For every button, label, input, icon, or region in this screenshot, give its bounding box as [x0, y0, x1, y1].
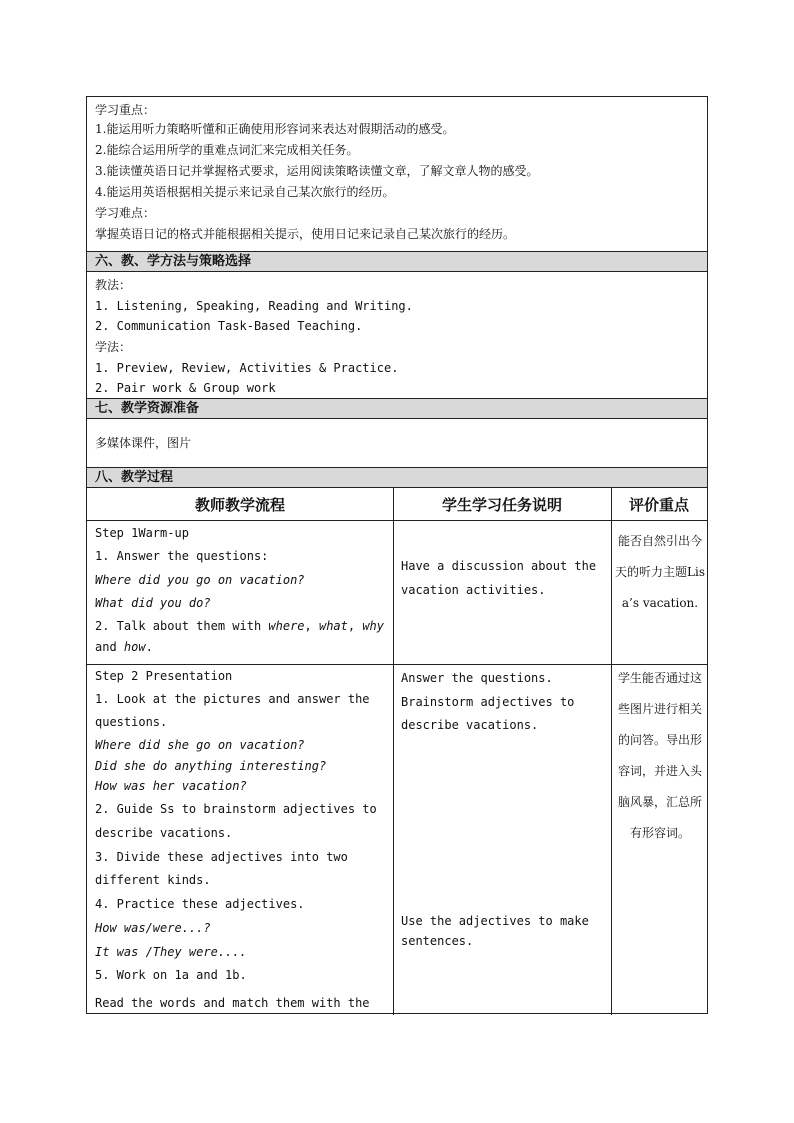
step2-line: 4. Practice these adjectives.	[95, 897, 305, 911]
step1-student-task: Have a discussion about the	[401, 559, 597, 573]
step2-line: 2. Guide Ss to brainstorm adjectives to	[95, 802, 377, 816]
step2-question: Where did she go on vacation?	[95, 738, 305, 752]
section7-header: 七、教学资源准备	[87, 398, 707, 419]
learn-method-item: 2. Pair work & Group work	[95, 381, 276, 395]
focus-item: 1.能运用听力策略听懂和正确使用形容词来表达对假期活动的感受。	[95, 122, 455, 136]
column-divider	[611, 488, 612, 1015]
step2-student-task: sentences.	[401, 934, 474, 948]
lesson-plan-table	[86, 96, 708, 1014]
focus-label: 学习重点：	[95, 103, 156, 117]
step2-question: How was her vacation?	[95, 779, 247, 793]
step1-line-text: .	[145, 640, 153, 654]
teach-method-label: 教法：	[95, 278, 132, 292]
step2-question: Did she do anything interesting?	[95, 759, 327, 773]
step1-title: Step 1Warm-up	[95, 526, 189, 540]
step2-line: different kinds.	[95, 873, 211, 887]
row-divider	[87, 520, 707, 521]
focus-item: 2.能综合运用所学的重难点词汇来完成相关任务。	[95, 143, 359, 157]
step1-question: Where did you go on vacation?	[95, 573, 305, 587]
step1-evaluation: 能否自然引出今天的听力主题Lisa’s vacation.	[615, 534, 705, 610]
section6-header: 六、教、学方法与策略选择	[87, 251, 707, 272]
step2-evaluation: 学生能否通过这些图片进行相关的问答。导出形容词，并进入头脑风暴，汇总所有形容词。	[617, 671, 702, 840]
step1-line	[95, 619, 384, 633]
teach-method-item: 2. Communication Task-Based Teaching.	[95, 319, 363, 333]
step2-line: describe vacations.	[95, 826, 233, 840]
focus-item: 4.能运用英语根据相关提示来记录自己某次旅行的经历。	[95, 185, 395, 199]
step2-question: How was/were...?	[95, 921, 211, 935]
step1-line-text: 2. Talk about them with	[95, 619, 269, 633]
difficulty-label: 学习难点：	[95, 206, 156, 220]
separator: ,	[304, 619, 319, 633]
focus-item: 3.能读懂英语日记并掌握格式要求，运用阅读策略读懂文章，了解文章人物的感受。	[95, 164, 539, 178]
column-header-evaluation: 评价重点	[628, 496, 689, 514]
keyword: why	[362, 619, 385, 633]
learn-method-label: 学法：	[95, 340, 132, 354]
keyword: what	[318, 619, 348, 633]
step2-student-task: Answer the questions.	[401, 671, 553, 685]
separator: ,	[347, 619, 363, 633]
step2-question: It was /They were....	[95, 945, 247, 959]
step1-line: 1. Answer the questions:	[95, 549, 269, 563]
section8-header: 八、教学过程	[87, 467, 707, 488]
row-divider	[87, 664, 707, 665]
learn-method-item: 1. Preview, Review, Activities & Practice.	[95, 361, 399, 375]
step2-student-task: describe vacations.	[401, 718, 539, 732]
step1-line-text: and	[95, 640, 124, 654]
step2-title: Step 2 Presentation	[95, 669, 233, 683]
step2-line: Read the words and match them with the	[95, 996, 370, 1010]
column-header-teacher: 教师教学流程	[194, 496, 285, 514]
column-header-student: 学生学习任务说明	[441, 496, 562, 514]
step2-student-task: Brainstorm adjectives to	[401, 695, 575, 709]
teach-method-item: 1. Listening, Speaking, Reading and Writing.	[95, 299, 413, 313]
step1-line	[95, 640, 153, 654]
step1-student-task: vacation activities.	[401, 583, 546, 597]
step2-student-task: Use the adjectives to make	[401, 914, 589, 928]
keyword: where	[268, 619, 305, 633]
step2-line: 3. Divide these adjectives into two	[95, 850, 348, 864]
keyword: how	[123, 640, 146, 654]
step2-line: 1. Look at the pictures and answer the	[95, 692, 370, 706]
step1-question: What did you do?	[95, 596, 211, 610]
resources-text: 多媒体课件，图片	[95, 436, 192, 450]
step2-line: 5. Work on 1a and 1b.	[95, 968, 247, 982]
step2-line: questions.	[95, 715, 168, 729]
column-divider	[393, 488, 394, 1015]
difficulty-text: 掌握英语日记的格式并能根据相关提示，使用日记来记录自己某次旅行的经历。	[95, 227, 516, 241]
